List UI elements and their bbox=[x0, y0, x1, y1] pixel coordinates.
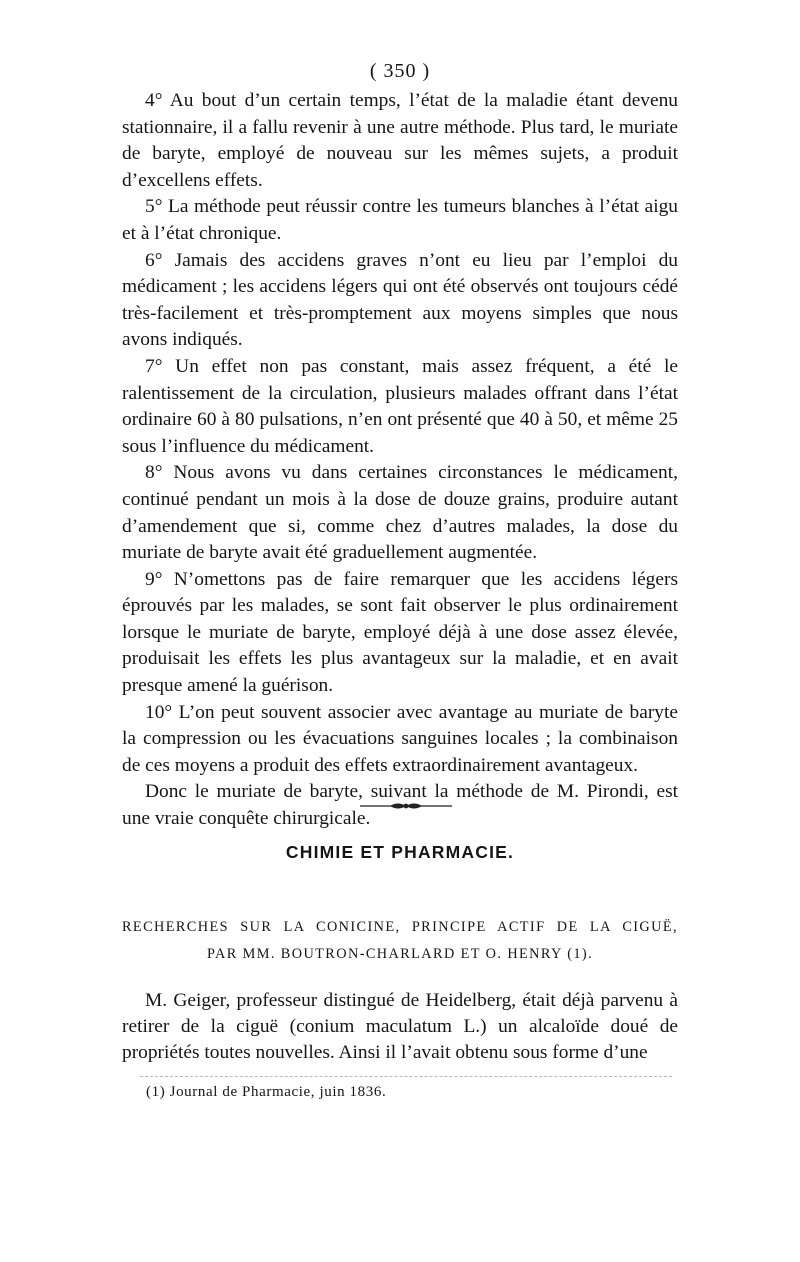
paragraph-item-6: 6° Jamais des accidens graves n’ont eu lieu par l’emploi du médicament ; les accidens légers qui ont été observés ont toujours cédé très-facilement et très-promptement aux moyens simples que nous avons indiqués. bbox=[122, 249, 678, 351]
paragraph-item-4: 4° Au bout d’un certain temps, l’état de la maladie étant devenu stationnaire, il a fallu revenir à une autre méthode. Plus tard, le muriate de baryte, employé de nouveau sur les mêmes sujets, a produit d’excellens effets. bbox=[122, 90, 678, 191]
article-title bbox=[122, 914, 678, 968]
conclusion-paragraph: Donc le muriate de baryte, suivant la méthode de M. Pirondi, est une vraie conquête chirurgicale. bbox=[122, 781, 678, 830]
article-title-line-1: RECHERCHES SUR LA CONICINE, PRINCIPE ACTIF DE LA CIGUË, bbox=[122, 919, 678, 935]
ornament-divider bbox=[360, 796, 452, 816]
paragraph-item-7: 7° Un effet non pas constant, mais assez fréquent, a été le ralentissement de la circulation, plusieurs malades offrant dans l’état ordinaire 60 à 80 pulsations, n’en ont présenté que 40 à 50, et même 25 sous l’influence du médicament. bbox=[122, 355, 678, 457]
article-text bbox=[122, 988, 678, 1066]
paragraph-item-9: 9° N’omettons pas de faire remarquer que les accidens légers éprouvés par les malades, se sont fait observer le plus ordinairement lorsque le muriate de baryte, employé déjà à une dose assez élevée, produisait les effets les plus avantageux sur la maladie, et en avait presque amené la guérison. bbox=[122, 568, 678, 697]
section-title: CHIMIE ET PHARMACIE. bbox=[285, 842, 515, 862]
footnote-divider bbox=[140, 1076, 672, 1077]
page-number: ( 350 ) bbox=[369, 60, 431, 82]
paragraph-item-8: 8° Nous avons vu dans certaines circonstances le médicament, continué pendant un mois à la dose de douze grains, produire autant d’amendement que si, comme chez d’autres malades, la dose du muriate de baryte avait été graduellement augmentée. bbox=[122, 462, 678, 564]
paragraph-item-10: 10° L’on peut souvent associer avec avantage au muriate de baryte la compression ou les évacuations sanguines locales ; la combinaison de ces moyens a produit des effets extraordinairement avantageux. bbox=[122, 701, 678, 776]
article-paragraph: M. Geiger, professeur distingué de Heidelberg, était déjà parvenu à retirer de la ciguë (conium maculatum L.) un alcaloïde doué de propriétés toutes nouvelles. Ainsi il l’avait obtenu sous forme d’une bbox=[122, 990, 678, 1063]
paragraph-item-5: 5° La méthode peut réussir contre les tumeurs blanches à l’état aigu et à l’état chronique. bbox=[122, 196, 678, 244]
article-title-line-2: PAR MM. BOUTRON-CHARLARD ET O. HENRY (1). bbox=[206, 946, 594, 962]
body-text bbox=[122, 88, 678, 833]
footnote: (1) Journal de Pharmacie, juin 1836. bbox=[146, 1084, 387, 1100]
